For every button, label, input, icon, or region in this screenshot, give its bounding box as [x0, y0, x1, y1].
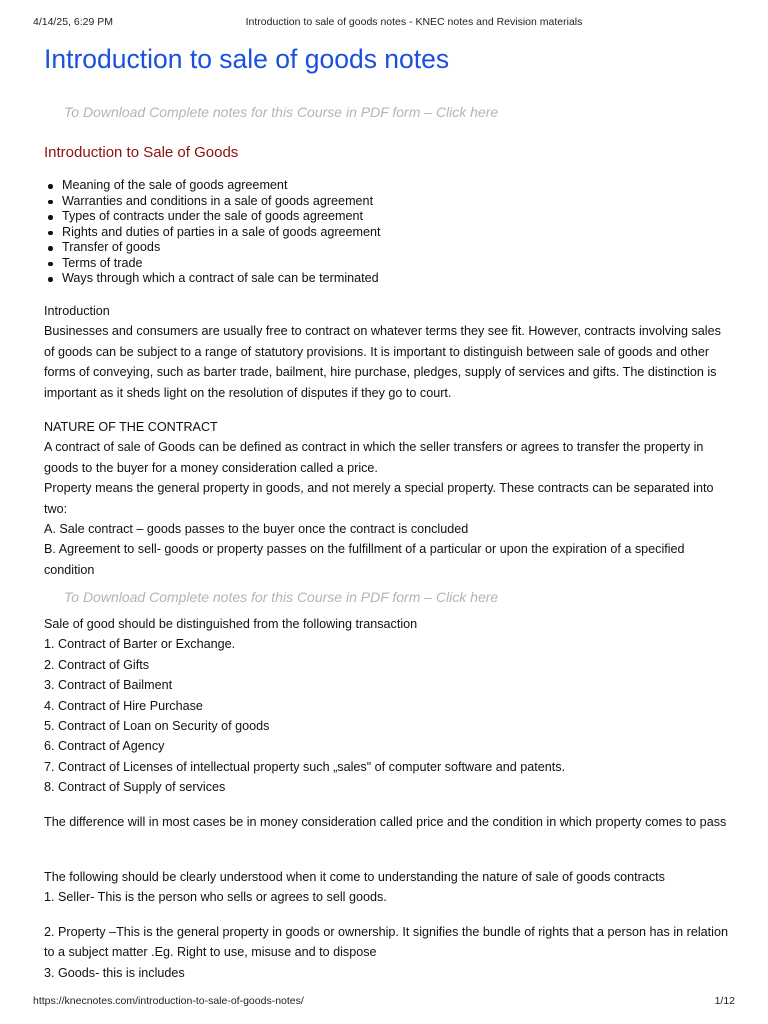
introduction-section: [44, 301, 734, 403]
transaction-item: 3. Contract of Bailment: [44, 678, 173, 693]
print-page-title: Introduction to sale of goods notes - KNEC notes and Revision materials: [245, 16, 583, 28]
transaction-item: 5. Contract of Loan on Security of goods: [44, 719, 270, 734]
topic-item: Warranties and conditions in a sale of goods agreement: [44, 194, 381, 210]
understand-continued: [44, 922, 734, 983]
download-pdf-link[interactable]: To Download Complete notes for this Course in PDF form – Click here: [64, 104, 499, 120]
transaction-item: 8. Contract of Supply of services: [44, 780, 226, 795]
topic-item: Types of contracts under the sale of goods agreement: [44, 209, 381, 225]
transaction-item: 7. Contract of Licenses of intellectual property such „sales" of computer software and patents.: [44, 759, 566, 774]
topic-item: Meaning of the sale of goods agreement: [44, 178, 381, 194]
print-url: https://knecnotes.com/introduction-to-sale-of-goods-notes/: [33, 995, 304, 1007]
distinguish-section: [44, 614, 734, 798]
topics-list: [44, 178, 381, 287]
property-ownership-definition: 2. Property –This is the general property in goods or ownership. It signifies the bundle of rights that a person has in relation to a subject matter .Eg. Right to use, misuse and to dispose: [44, 925, 728, 960]
understand-section: [44, 867, 734, 908]
difference-paragraph: The difference will in most cases be in money consideration called price and the condition in which property comes to pass: [44, 815, 727, 829]
agreement-to-sell-item: B. Agreement to sell- goods or property passes on the fulfillment of a particular or upon the expiration of a specified condition: [44, 542, 685, 577]
print-header: [33, 16, 735, 30]
page-title: Introduction to sale of goods notes: [44, 44, 450, 74]
property-definition: Property means the general property in goods, and not merely a special property. These contracts can be separated into two:: [44, 481, 714, 516]
topic-item: Terms of trade: [44, 256, 381, 272]
print-datetime: 4/14/25, 6:29 PM: [33, 16, 113, 28]
introduction-paragraph: Businesses and consumers are usually free to contract on whatever terms they see fit. However, contracts involving sales of goods can be subject to a range of statutory provisions. It is important to distinguish between sale of goods and other forms of conveying, such as barter trade, bailment, hire purchase, pledges, supply of services and gifts. The distinction is important as it sheds light on the resolution of disputes if they go to court.: [44, 324, 721, 400]
topic-item: Transfer of goods: [44, 240, 381, 256]
page-number: 1/12: [714, 995, 735, 1007]
transaction-item: 6. Contract of Agency: [44, 739, 165, 754]
seller-definition: 1. Seller- This is the person who sells or agrees to sell goods.: [44, 890, 387, 905]
sale-contract-item: A. Sale contract – goods passes to the buyer once the contract is concluded: [44, 522, 469, 537]
section-title: Introduction to Sale of Goods: [44, 144, 239, 161]
understand-intro: The following should be clearly understood when it come to understanding the nature of sale of goods contracts: [44, 870, 665, 884]
transaction-item: 1. Contract of Barter or Exchange.: [44, 637, 236, 652]
transaction-item: 2. Contract of Gifts: [44, 657, 149, 672]
goods-definition: 3. Goods- this is includes: [44, 965, 185, 980]
nature-section: [44, 417, 734, 580]
print-footer: [33, 995, 735, 1009]
nature-definition: A contract of sale of Goods can be defined as contract in which the seller transfers or agrees to transfer the property in goods to the buyer for a money consideration called a price.: [44, 440, 704, 475]
nature-heading: NATURE OF THE CONTRACT: [44, 420, 218, 434]
introduction-heading: Introduction: [44, 304, 110, 318]
download-pdf-link-2[interactable]: To Download Complete notes for this Course in PDF form – Click here: [64, 589, 499, 605]
topic-item: Ways through which a contract of sale can be terminated: [44, 271, 381, 287]
transaction-item: 4. Contract of Hire Purchase: [44, 698, 203, 713]
distinguish-intro: Sale of good should be distinguished from the following transaction: [44, 617, 418, 631]
topic-item: Rights and duties of parties in a sale of goods agreement: [44, 225, 381, 241]
